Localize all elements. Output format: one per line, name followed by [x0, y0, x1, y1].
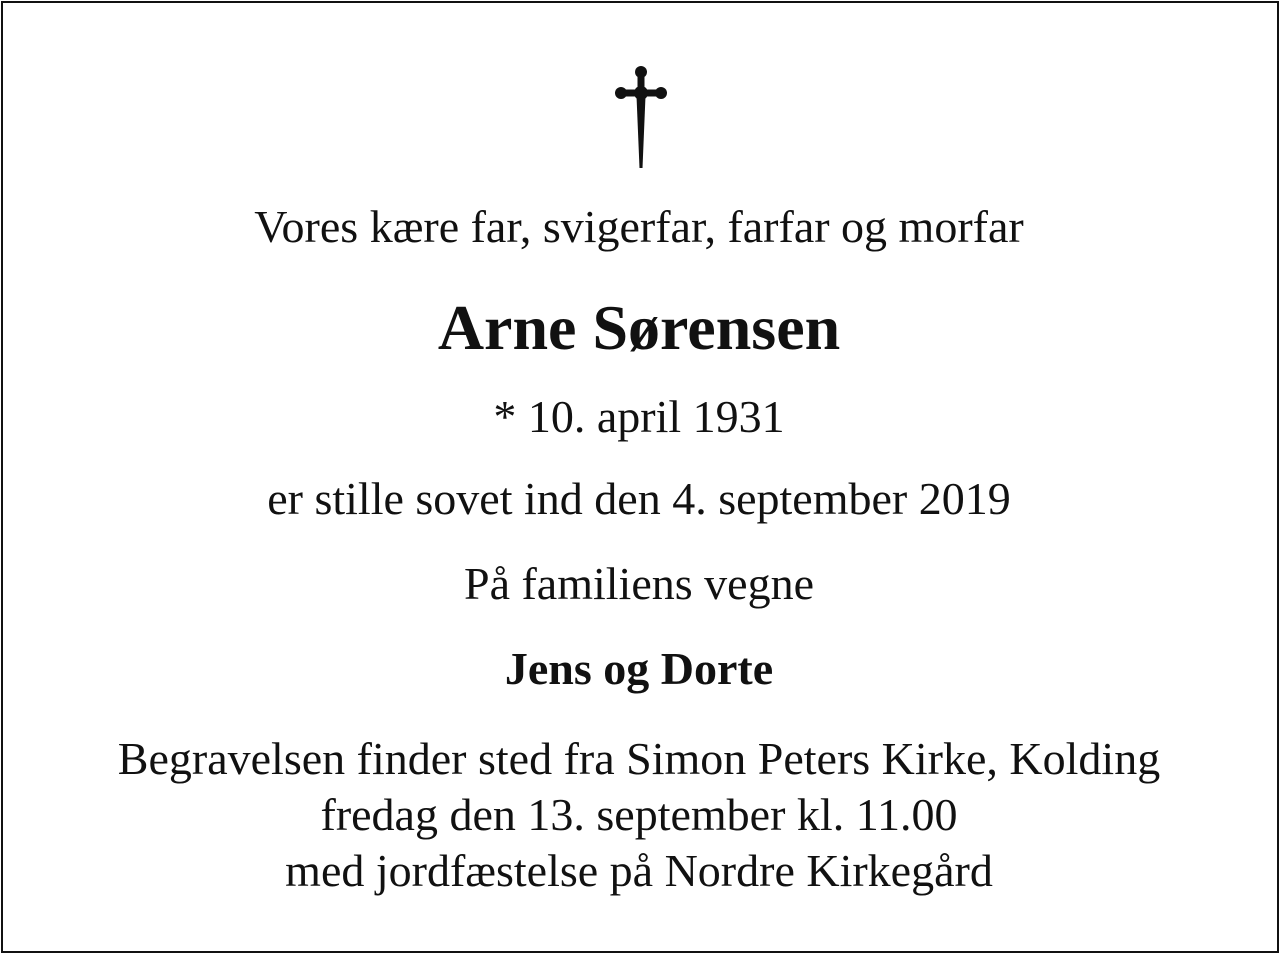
funeral-line-time: fredag den 13. september kl. 11.00 — [320, 789, 958, 840]
on-behalf-text: På familiens vegne — [463, 558, 814, 609]
funeral-line-burial: med jordfæstelse på Nordre Kirkegård — [285, 845, 993, 896]
birth-date: * 10. april 1931 — [493, 391, 785, 442]
intro-text: Vores kære far, svigerfar, farfar og morfar — [254, 201, 1024, 252]
latin-cross-icon — [614, 64, 668, 170]
death-date: er stille sovet ind den 4. september 2019 — [267, 473, 1011, 524]
signers-names: Jens og Dorte — [504, 643, 774, 694]
deceased-name: Arne Sørensen — [437, 292, 841, 363]
funeral-details — [0, 731, 1278, 899]
funeral-line-church: Begravelsen finder sted fra Simon Peters Kirke, Kolding — [117, 733, 1161, 784]
